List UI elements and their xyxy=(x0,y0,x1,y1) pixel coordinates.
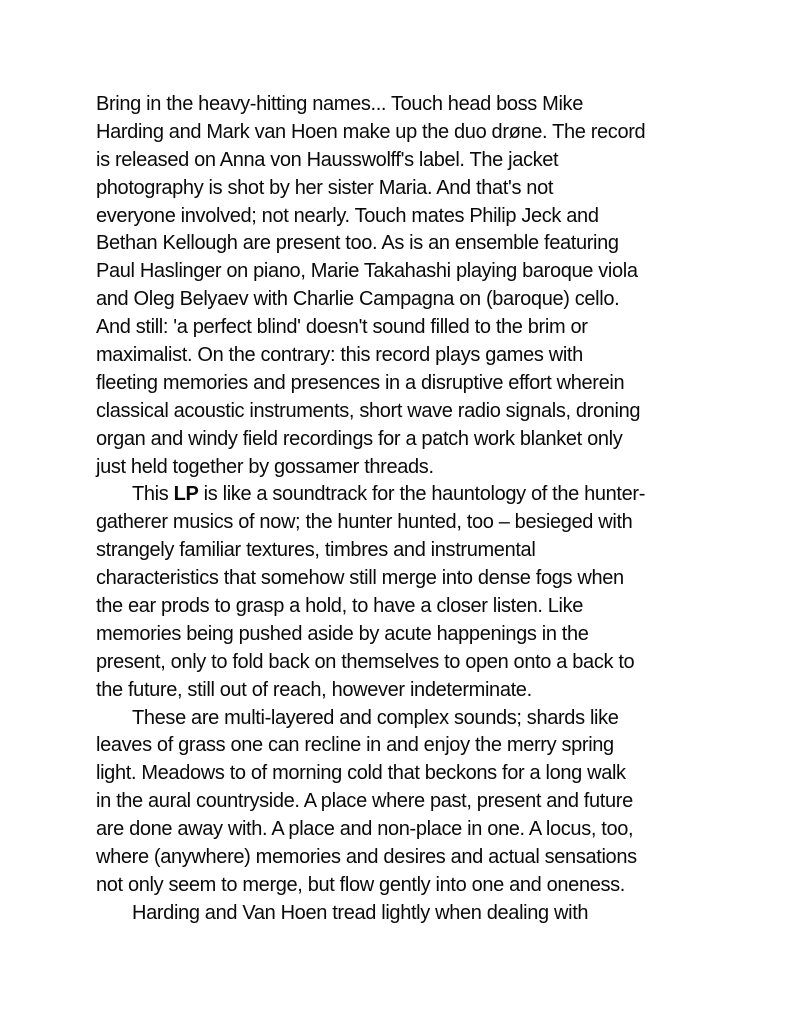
text-line: organ and windy field recordings for a patch work blanket only xyxy=(96,427,623,450)
text-line: present, only to fold back on themselves to open onto a back to xyxy=(96,650,635,673)
text-line xyxy=(96,481,736,509)
text-line: is released on Anna von Hausswolff's label. The jacket xyxy=(96,148,559,171)
text-line: not only seem to merge, but flow gently into one and oneness. xyxy=(96,873,625,896)
text-line: Bethan Kellough are present too. As is an ensemble featuring xyxy=(96,232,619,255)
text-line: photography is shot by her sister Maria. And that's not xyxy=(96,176,554,199)
text-line: where (anywhere) memories and desires and actual sensations xyxy=(96,846,637,869)
text-line: leaves of grass one can recline in and enjoy the merry spring xyxy=(96,734,614,757)
text-line: These are multi-layered and complex sounds; shards like xyxy=(132,706,619,729)
text-line: Harding and Van Hoen tread lightly when dealing with xyxy=(132,901,589,924)
paragraph xyxy=(96,481,736,704)
text-line: everyone involved; not nearly. Touch mates Philip Jeck and xyxy=(96,204,599,227)
paragraph xyxy=(96,900,736,928)
text-line: And still: 'a perfect blind' doesn't sound filled to the brim or xyxy=(96,316,588,339)
text-line: Bring in the heavy-hitting names... Touch head boss Mike xyxy=(96,93,583,115)
text-block xyxy=(96,91,736,928)
text-line: the ear prods to grasp a hold, to have a closer listen. Like xyxy=(96,595,584,618)
text-line: characteristics that somehow still merge into dense fogs when xyxy=(96,567,624,590)
text-line: Harding and Mark van Hoen make up the duo drøne. The record xyxy=(96,120,646,143)
text-line: the future, still out of reach, however indeterminate. xyxy=(96,678,532,701)
text-line: are done away with. A place and non-place in one. A locus, too, xyxy=(96,818,634,841)
text-line: just held together by gossamer threads. xyxy=(96,455,434,478)
text-line: maximalist. On the contrary: this record plays games with xyxy=(96,344,583,367)
text-line: in the aural countryside. A place where past, present and future xyxy=(96,790,633,813)
text-line: Paul Haslinger on piano, Marie Takahashi playing baroque viola xyxy=(96,260,638,283)
text-line: strangely familiar textures, timbres and instrumental xyxy=(96,539,536,562)
text-line: memories being pushed aside by acute happenings in the xyxy=(96,622,589,645)
text-line: gatherer musics of now; the hunter hunted, too – besieged with xyxy=(96,511,633,534)
paragraph xyxy=(96,91,736,481)
paragraph xyxy=(96,705,736,900)
text-segment: This xyxy=(132,483,174,506)
text-line: fleeting memories and presences in a disruptive effort wherein xyxy=(96,371,625,394)
text-segment: is like a soundtrack for the hauntology of the hunter- xyxy=(198,483,646,506)
text-line: classical acoustic instruments, short wave radio signals, droning xyxy=(96,399,641,422)
text-line: and Oleg Belyaev with Charlie Campagna on (baroque) cello. xyxy=(96,288,620,311)
text-line: light. Meadows to of morning cold that beckons for a long walk xyxy=(96,762,626,785)
bold-text-segment: LP xyxy=(173,483,199,506)
